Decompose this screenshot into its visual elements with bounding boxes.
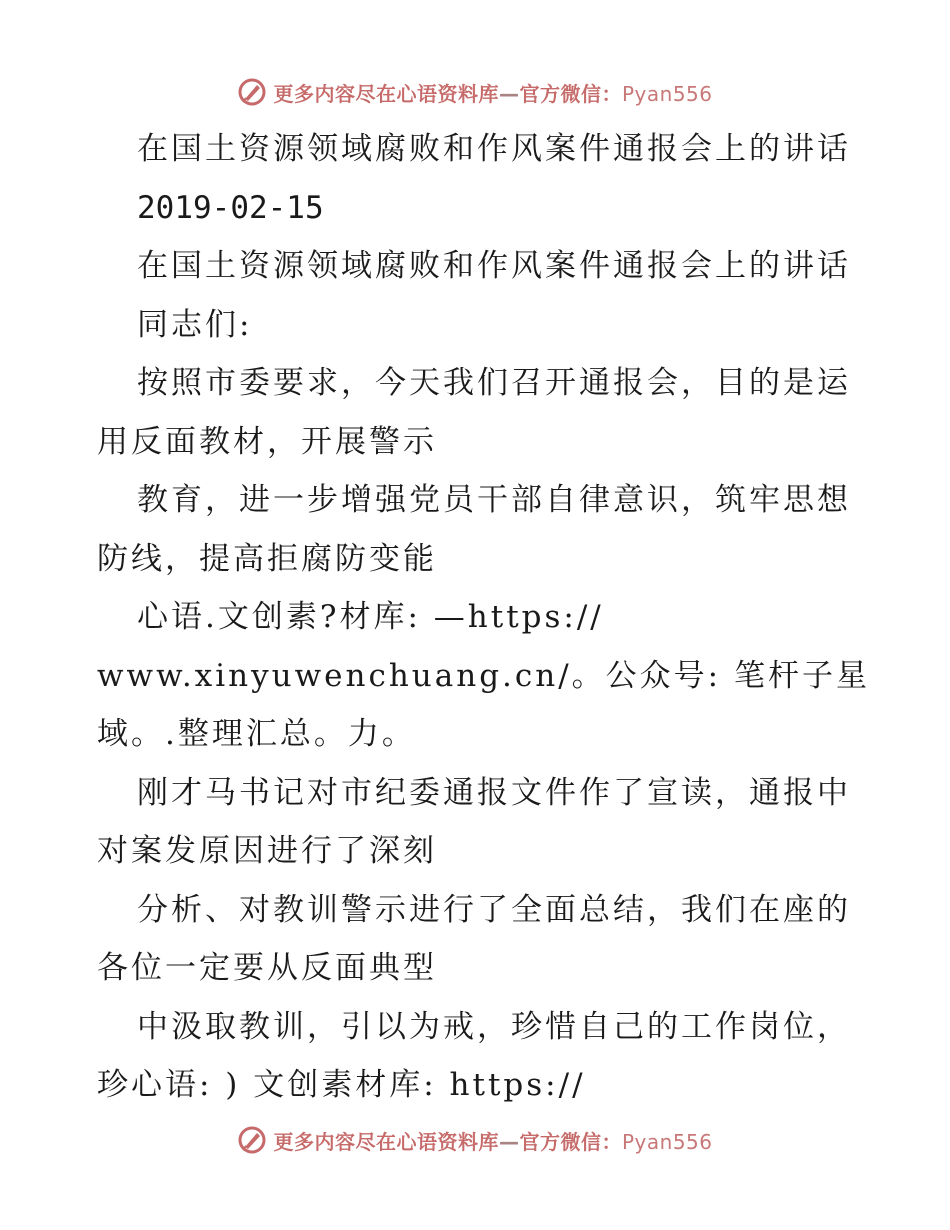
paragraph-line: 珍心语: ) 文创素材库: https:// [97, 1067, 586, 1103]
header-banner-wechat-id: Pyan556 [621, 81, 713, 106]
paragraph-line: 各位一定要从反面典型 [97, 950, 437, 986]
document-title-repeat: 在国土资源领域腐败和作风案件通报会上的讲话 [137, 248, 851, 284]
quill-pen-logo-icon [237, 77, 267, 107]
paragraph-line: www.xinyuwenchuang.cn/。公众号: 笔杆子星 [97, 657, 870, 694]
paragraph-line: 分析、对教训警示进行了全面总结，我们在座的 [137, 891, 851, 928]
paragraph-line: 刚才马书记对市纪委通报文件作了宣读，通报中 [137, 774, 851, 811]
document-date: 2019-02-15 [137, 189, 324, 226]
paragraph-line: 中汲取教训，引以为戒，珍惜自己的工作岗位， [137, 1008, 851, 1045]
document-body [97, 120, 870, 1115]
paragraph-line: 对案发原因进行了深刻 [97, 833, 437, 869]
paragraph-line: 域。.整理汇总。力。 [97, 716, 416, 752]
header-banner-wechat-label: 官方微信： [519, 81, 622, 106]
paragraph-line: 防线，提高拒腐防变能 [97, 540, 437, 577]
paragraph-line: 按照市委要求，今天我们召开通报会，目的是运 [137, 365, 851, 401]
quill-pen-logo-icon [237, 1125, 267, 1155]
footer-banner-wechat-label: 官方微信： [519, 1129, 622, 1154]
footer-banner-separator: — [498, 1129, 520, 1154]
greeting: 同志们: [137, 306, 253, 343]
header-banner-slogan: 更多内容尽在心语资料库 [273, 81, 499, 106]
document-title: 在国土资源领域腐败和作风案件通报会上的讲话 [137, 131, 851, 167]
footer-banner-text [273, 1126, 712, 1155]
header-banner-separator: — [498, 81, 520, 106]
paragraph-line: 用反面教材，开展警示 [97, 423, 437, 460]
paragraph-line: 教育，进一步增强党员干部自律意识，筑牢思想 [137, 482, 851, 518]
header-banner-text [273, 78, 712, 107]
paragraph-line: 心语.文创素?材库: —https:// [137, 599, 604, 635]
footer-banner-slogan: 更多内容尽在心语资料库 [273, 1129, 499, 1154]
header-watermark-banner [0, 72, 950, 112]
footer-watermark-banner [0, 1120, 950, 1160]
footer-banner-wechat-id: Pyan556 [621, 1129, 713, 1154]
